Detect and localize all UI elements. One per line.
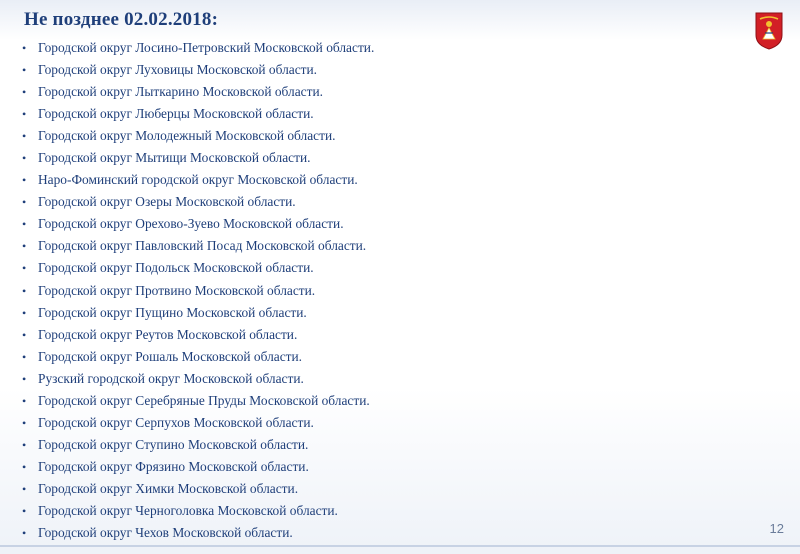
list-item-text: Городской округ Молодежный Московской области. bbox=[38, 128, 336, 144]
bullet: • bbox=[22, 481, 27, 496]
bullet: • bbox=[22, 305, 27, 320]
list-item-text: Рузский городской округ Московской области. bbox=[38, 370, 304, 386]
list-item-text: Городской округ Луховицы Московской области. bbox=[38, 62, 318, 78]
bullet: • bbox=[22, 283, 27, 298]
page-number: 12 bbox=[769, 521, 784, 536]
list-item bbox=[22, 456, 374, 478]
list-item bbox=[22, 522, 374, 544]
list-item bbox=[22, 434, 374, 456]
list-item bbox=[22, 412, 374, 434]
bullet: • bbox=[22, 349, 27, 364]
list-item bbox=[22, 125, 374, 147]
bullet: • bbox=[22, 437, 27, 452]
list-item-text: Городской округ Лосино-Петровский Московской области. bbox=[38, 40, 375, 55]
list-item bbox=[22, 257, 374, 279]
bullet: • bbox=[22, 63, 27, 78]
bullet: • bbox=[22, 261, 27, 276]
list-item bbox=[22, 235, 374, 257]
list-item bbox=[22, 213, 374, 235]
bullet: • bbox=[22, 503, 27, 518]
list-item-text: Городской округ Рошаль Московской области. bbox=[38, 348, 303, 364]
bullet: • bbox=[22, 327, 27, 342]
bullet: • bbox=[22, 195, 27, 210]
list-item-text: Городской округ Серебряные Пруды Московской области. bbox=[38, 392, 370, 408]
list-item-text: Городской округ Мытищи Московской области. bbox=[38, 150, 311, 166]
bullet: • bbox=[22, 415, 27, 430]
bullet: • bbox=[22, 217, 27, 232]
list-item-text: Городской округ Черноголовка Московской области. bbox=[38, 502, 338, 518]
list-item bbox=[22, 324, 374, 346]
bullet: • bbox=[22, 107, 27, 122]
list-item-text: Городской округ Лыткарино Московской области. bbox=[38, 84, 323, 100]
list-item bbox=[22, 368, 374, 390]
list-item bbox=[22, 169, 374, 191]
municipality-list bbox=[22, 37, 374, 544]
bullet: • bbox=[22, 526, 27, 541]
list-item-text: Городской округ Фрязино Московской области. bbox=[38, 458, 309, 474]
list-item-text: Городской округ Люберцы Московской области. bbox=[38, 106, 314, 122]
list-item bbox=[22, 478, 374, 500]
bullet: • bbox=[22, 41, 27, 55]
bullet: • bbox=[22, 173, 27, 188]
list-item-text: Городской округ Орехово-Зуево Московской области. bbox=[38, 216, 344, 232]
list-item-text: Городской округ Павловский Посад Московской области. bbox=[38, 238, 367, 254]
list-item-text: Городской округ Химки Московской области. bbox=[38, 480, 299, 496]
list-item bbox=[22, 500, 374, 522]
list-item bbox=[22, 147, 374, 169]
bullet: • bbox=[22, 129, 27, 144]
list-item bbox=[22, 346, 374, 368]
list-item bbox=[22, 191, 374, 213]
list-item bbox=[22, 59, 374, 81]
slide-title: Не позднее 02.02.2018: bbox=[24, 9, 219, 30]
list-item-text: Городской округ Ступино Московской области. bbox=[38, 436, 309, 452]
bullet: • bbox=[22, 371, 27, 386]
list-item bbox=[22, 81, 374, 103]
list-item bbox=[22, 302, 374, 324]
list-item-text: Городской округ Серпухов Московской области. bbox=[38, 414, 314, 430]
bullet: • bbox=[22, 151, 27, 166]
list-item bbox=[22, 280, 374, 302]
bullet: • bbox=[22, 85, 27, 100]
bullet: • bbox=[22, 459, 27, 474]
list-item-text: Наро-Фоминский городской округ Московской области. bbox=[38, 172, 358, 188]
coat-of-arms-icon bbox=[754, 11, 784, 51]
list-item-text: Городской округ Подольск Московской области. bbox=[38, 260, 314, 276]
list-item bbox=[22, 37, 374, 59]
bullet: • bbox=[22, 239, 27, 254]
list-item-text: Городской округ Чехов Московской области. bbox=[38, 525, 293, 541]
list-item-text: Городской округ Пущино Московской области. bbox=[38, 304, 307, 320]
bullet: • bbox=[22, 393, 27, 408]
list-item bbox=[22, 390, 374, 412]
list-item-text: Городской округ Протвино Московской области. bbox=[38, 282, 316, 298]
list-item-text: Городской округ Озеры Московской области. bbox=[38, 194, 296, 210]
footer-divider bbox=[0, 545, 800, 547]
list-item bbox=[22, 103, 374, 125]
list-item-text: Городской округ Реутов Московской области. bbox=[38, 326, 298, 342]
